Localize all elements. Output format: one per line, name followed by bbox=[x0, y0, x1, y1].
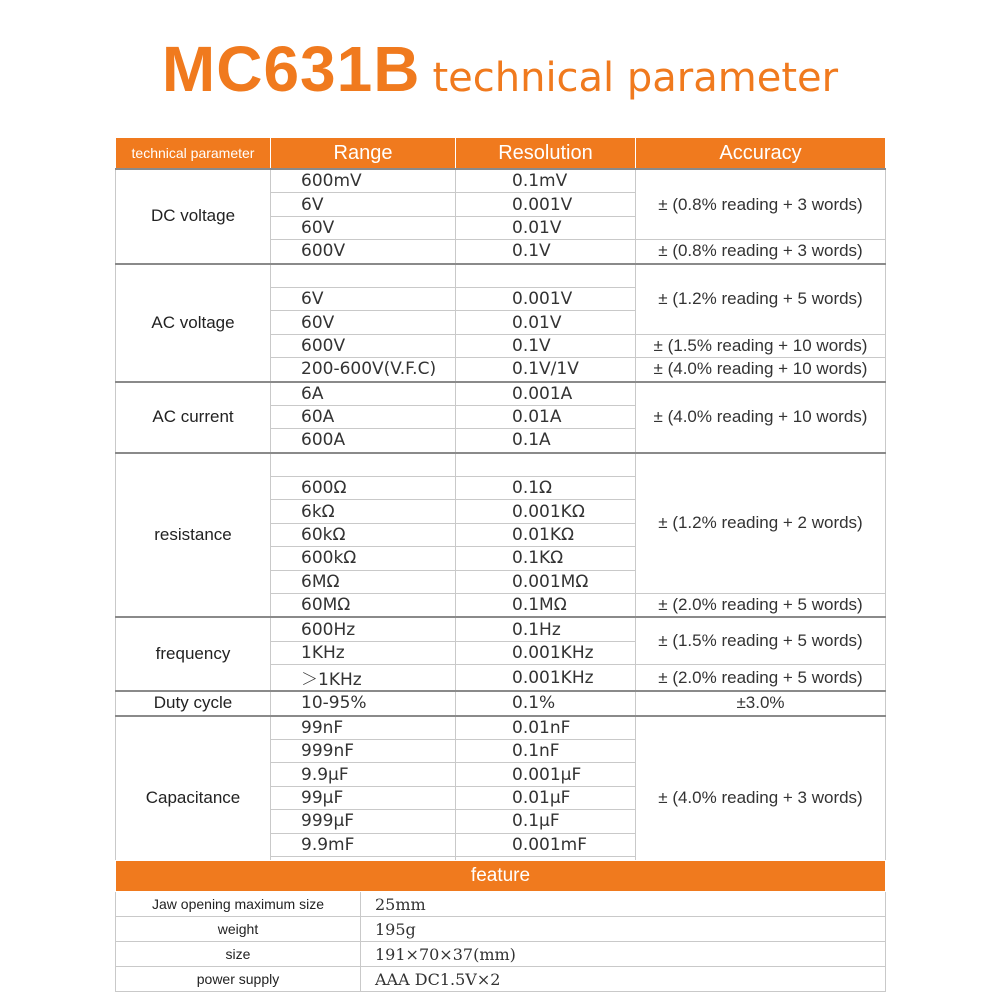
table-row bbox=[116, 382, 886, 406]
resolution-cell: 0.1Hz bbox=[456, 617, 636, 641]
resolution-cell: 0.1% bbox=[456, 691, 636, 715]
resolution-cell: 0.001MΩ bbox=[456, 570, 636, 593]
range-cell: 60kΩ bbox=[271, 523, 456, 546]
accuracy-cell: ± (0.8% reading + 3 words) bbox=[636, 240, 886, 264]
resolution-cell: 0.1V bbox=[456, 334, 636, 357]
parameter-name: Duty cycle bbox=[116, 691, 271, 715]
range-cell: 600Ω bbox=[271, 477, 456, 500]
parameter-name: resistance bbox=[116, 453, 271, 618]
feature-label: power supply bbox=[116, 967, 361, 992]
feature-body bbox=[116, 861, 886, 992]
header-technical-parameter: technical parameter bbox=[116, 138, 271, 170]
range-cell: 6V bbox=[271, 193, 456, 216]
feature-value: 195g bbox=[361, 917, 886, 942]
accuracy-cell: ± (4.0% reading + 10 words) bbox=[636, 382, 886, 453]
range-cell: 99nF bbox=[271, 716, 456, 740]
resolution-cell: 0.001A bbox=[456, 382, 636, 406]
accuracy-cell: ± (0.8% reading + 3 words) bbox=[636, 169, 886, 240]
range-cell: 600mV bbox=[271, 169, 456, 193]
table-row bbox=[116, 691, 886, 715]
feature-table bbox=[115, 860, 886, 992]
resolution-cell bbox=[456, 264, 636, 288]
range-cell: 60MΩ bbox=[271, 594, 456, 618]
accuracy-cell: ± (2.0% reading + 5 words) bbox=[636, 594, 886, 618]
table-row bbox=[116, 617, 886, 641]
accuracy-cell: ±3.0% bbox=[636, 691, 886, 715]
resolution-cell: 0.01μF bbox=[456, 786, 636, 809]
feature-row bbox=[116, 917, 886, 942]
range-cell: 600A bbox=[271, 429, 456, 453]
page-title bbox=[0, 32, 1000, 106]
resolution-cell: 0.01V bbox=[456, 216, 636, 239]
feature-value: 191×70×37(mm) bbox=[361, 942, 886, 967]
range-cell: 60V bbox=[271, 311, 456, 334]
resolution-cell: 0.001V bbox=[456, 287, 636, 310]
resolution-cell: 0.1mV bbox=[456, 169, 636, 193]
parameter-name: frequency bbox=[116, 617, 271, 691]
resolution-cell: 0.1nF bbox=[456, 739, 636, 762]
resolution-cell: 0.1μF bbox=[456, 810, 636, 833]
range-cell: 60A bbox=[271, 405, 456, 428]
range-cell: 60V bbox=[271, 216, 456, 239]
resolution-cell: 0.001KΩ bbox=[456, 500, 636, 523]
feature-label: weight bbox=[116, 917, 361, 942]
table-row bbox=[116, 264, 886, 288]
accuracy-cell: ± (2.0% reading + 5 words) bbox=[636, 665, 886, 692]
resolution-cell: 0.001KHz bbox=[456, 665, 636, 692]
resolution-cell: 0.001μF bbox=[456, 763, 636, 786]
resolution-cell: 0.001KHz bbox=[456, 641, 636, 664]
range-cell: 600V bbox=[271, 334, 456, 357]
resolution-cell: 0.01V bbox=[456, 311, 636, 334]
feature-row bbox=[116, 892, 886, 917]
accuracy-cell: ± (4.0% reading + 10 words) bbox=[636, 358, 886, 382]
feature-label: Jaw opening maximum size bbox=[116, 892, 361, 917]
parameter-name: AC current bbox=[116, 382, 271, 453]
feature-value: 25mm bbox=[361, 892, 886, 917]
resolution-cell: 0.01KΩ bbox=[456, 523, 636, 546]
resolution-cell: 0.001V bbox=[456, 193, 636, 216]
range-cell: 600Hz bbox=[271, 617, 456, 641]
range-cell: 600kΩ bbox=[271, 547, 456, 570]
accuracy-cell: ± (1.2% reading + 5 words) bbox=[636, 264, 886, 335]
resolution-cell: 0.1V bbox=[456, 240, 636, 264]
range-cell: 6A bbox=[271, 382, 456, 406]
accuracy-cell: ± (1.5% reading + 5 words) bbox=[636, 617, 886, 664]
resolution-cell bbox=[456, 453, 636, 477]
resolution-cell: 0.1V/1V bbox=[456, 358, 636, 382]
range-cell: 6MΩ bbox=[271, 570, 456, 593]
model-name: MC631B bbox=[161, 33, 421, 105]
range-cell: 9.9mF bbox=[271, 833, 456, 856]
header-resolution: Resolution bbox=[456, 138, 636, 170]
range-cell: ＞1KHz bbox=[271, 665, 456, 692]
table-row bbox=[116, 716, 886, 740]
feature-header-row bbox=[116, 861, 886, 892]
resolution-cell: 0.001mF bbox=[456, 833, 636, 856]
spec-table bbox=[115, 137, 886, 880]
feature-label: size bbox=[116, 942, 361, 967]
header-range: Range bbox=[271, 138, 456, 170]
range-cell: 999nF bbox=[271, 739, 456, 762]
resolution-cell: 0.01nF bbox=[456, 716, 636, 740]
range-cell: 6V bbox=[271, 287, 456, 310]
resolution-cell: 0.1A bbox=[456, 429, 636, 453]
parameter-name: AC voltage bbox=[116, 264, 271, 382]
range-cell: 1KHz bbox=[271, 641, 456, 664]
resolution-cell: 0.1KΩ bbox=[456, 547, 636, 570]
range-cell: 999μF bbox=[271, 810, 456, 833]
feature-value: AAA DC1.5V×2 bbox=[361, 967, 886, 992]
range-cell bbox=[271, 264, 456, 288]
header-accuracy: Accuracy bbox=[636, 138, 886, 170]
spec-header-row bbox=[116, 138, 886, 170]
spec-body bbox=[116, 169, 886, 880]
accuracy-cell: ± (4.0% reading + 3 words) bbox=[636, 716, 886, 880]
range-cell: 600V bbox=[271, 240, 456, 264]
accuracy-cell: ± (1.2% reading + 2 words) bbox=[636, 453, 886, 594]
resolution-cell: 0.1Ω bbox=[456, 477, 636, 500]
feature-row bbox=[116, 967, 886, 992]
feature-heading: feature bbox=[116, 861, 886, 892]
parameter-name: Capacitance bbox=[116, 716, 271, 880]
table-row bbox=[116, 453, 886, 477]
accuracy-cell: ± (1.5% reading + 10 words) bbox=[636, 334, 886, 357]
range-cell: 200-600V(V.F.C) bbox=[271, 358, 456, 382]
range-cell: 6kΩ bbox=[271, 500, 456, 523]
range-cell: 99μF bbox=[271, 786, 456, 809]
range-cell: 9.9μF bbox=[271, 763, 456, 786]
resolution-cell: 0.01A bbox=[456, 405, 636, 428]
table-row bbox=[116, 169, 886, 193]
feature-row bbox=[116, 942, 886, 967]
title-suffix: technical parameter bbox=[432, 55, 839, 101]
parameter-name: DC voltage bbox=[116, 169, 271, 264]
resolution-cell: 0.1MΩ bbox=[456, 594, 636, 618]
range-cell: 10-95% bbox=[271, 691, 456, 715]
range-cell bbox=[271, 453, 456, 477]
